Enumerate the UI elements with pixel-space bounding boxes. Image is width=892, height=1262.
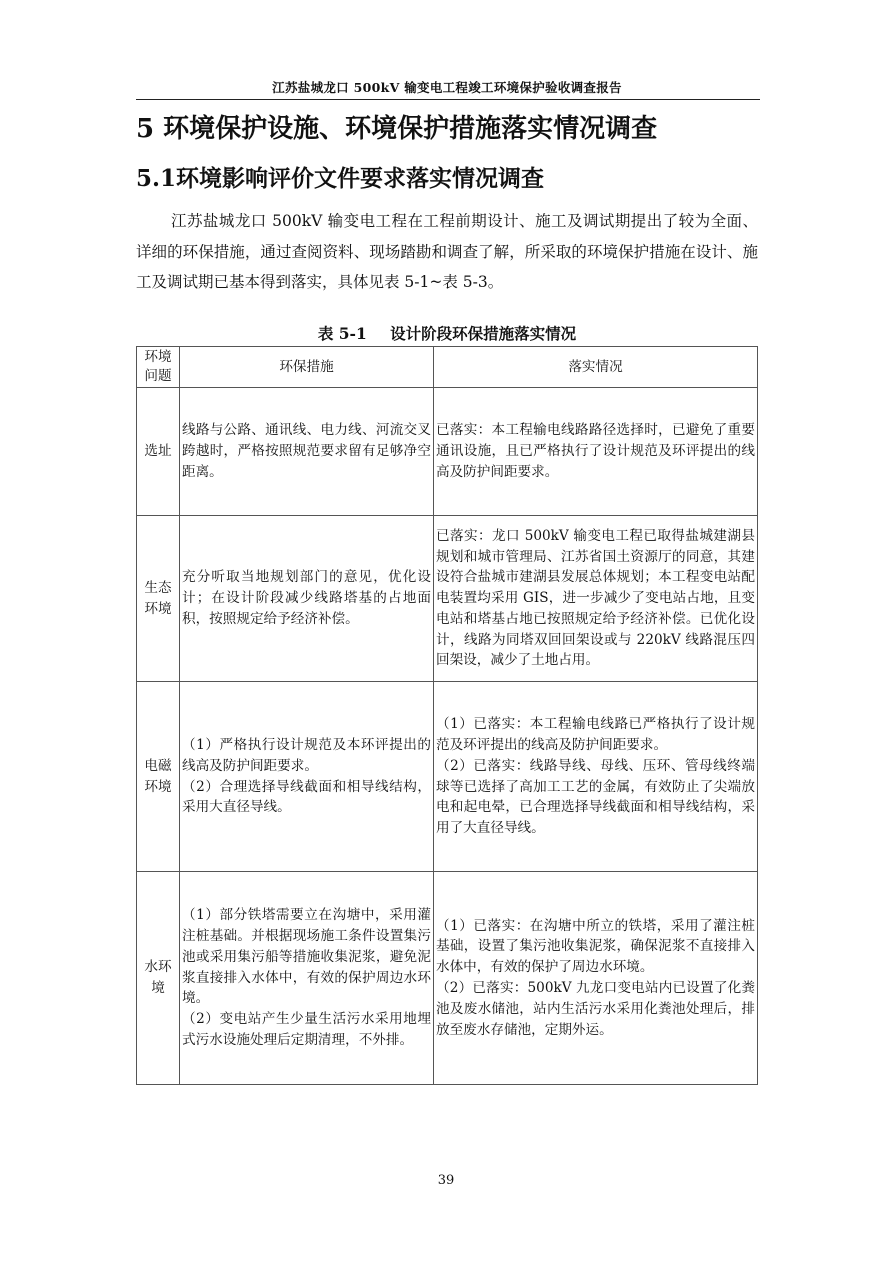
table-row bbox=[137, 516, 758, 682]
row-issue: 生态环境 bbox=[137, 516, 180, 682]
intro-paragraph: 江苏盐城龙口 500kV 输变电工程在工程前期设计、施工及调试期提出了较为全面、详细的环保措施，通过查阅资料、现场踏勘和调查了解，所采取的环境保护措施在设计、施工及调试期已基本得到落实，具体见表 5-1~表 5-3。 bbox=[136, 212, 758, 291]
header-issue: 环境问题 bbox=[137, 347, 180, 388]
row-measure: 充分听取当地规划部门的意见，优化设计；在设计阶段减少线路塔基的占地面积，按照规定给予经济补偿。 bbox=[180, 516, 434, 682]
table-caption-title: 设计阶段环保措施落实情况 bbox=[390, 324, 577, 343]
table-caption-number: 表 5-1 bbox=[317, 324, 367, 343]
row-status: 已落实：龙口 500kV 输变电工程已取得盐城建湖县规划和城市管理局、江苏省国土资源厅的同意，其建设符合盐城市建湖县发展总体规划；本工程变电站配电装置均采用 GIS，进一步减少了变电站占地，且变电站和塔基占地已按照规定给予经济补偿。已优化设计，线路为同塔双回回架设或与 220kV 线路混压四回架设，减少了土地占用。 bbox=[434, 516, 758, 682]
row-status: 已落实：本工程输电线路路径选择时，已避免了重要通讯设施，且已严格执行了设计规范及环评提出的线高及防护间距要求。 bbox=[434, 388, 758, 516]
table-caption bbox=[136, 322, 758, 344]
row-issue: 水环境 bbox=[137, 872, 180, 1085]
row-measure: （1）部分铁塔需要立在沟塘中，采用灌注桩基础。并根据现场施工条件设置集污池或采用集污船等措施收集泥浆，避免泥浆直接排入水体中，有效的保护周边水环境。 （2）变电站产生少量生活污水采用地埋式污水设施处理后定期清理，不外排。 bbox=[180, 872, 434, 1085]
header-measure: 环保措施 bbox=[180, 347, 434, 388]
measures-table bbox=[136, 346, 758, 1085]
table-row bbox=[137, 388, 758, 516]
row-issue: 电磁环境 bbox=[137, 682, 180, 872]
row-measure: 线路与公路、通讯线、电力线、河流交叉跨越时，严格按照规范要求留有足够净空距离。 bbox=[180, 388, 434, 516]
chapter-title: 5 环境保护设施、环境保护措施落实情况调查 bbox=[136, 114, 658, 144]
row-status: （1）已落实：本工程输电线路已严格执行了设计规范及环评提出的线高及防护间距要求。 （2）已落实：线路导线、母线、压环、管母线终端球等已选择了高加工工艺的金属，有效防止了尖端放电和起电晕，已合理选择导线截面和相导线结构，采用了大直径导线。 bbox=[434, 682, 758, 872]
row-issue: 选址 bbox=[137, 388, 180, 516]
page-number: 39 bbox=[437, 1173, 455, 1188]
table-row bbox=[137, 682, 758, 872]
running-header: 江苏盐城龙口 500kV 输变电工程竣工环境保护验收调查报告 bbox=[272, 80, 622, 95]
header-rule bbox=[136, 99, 760, 100]
table-header-row bbox=[137, 347, 758, 388]
row-status: （1）已落实：在沟塘中所立的铁塔，采用了灌注桩基础，设置了集污池收集泥浆，确保泥浆不直接排入水体中，有效的保护了周边水环境。 （2）已落实：500kV 九龙口变电站内已设置了化粪池及废水储池，站内生活污水采用化粪池处理后，排放至废水存储池，定期外运。 bbox=[434, 872, 758, 1085]
table-row bbox=[137, 872, 758, 1085]
header-status: 落实情况 bbox=[434, 347, 758, 388]
row-measure: （1）严格执行设计规范及本环评提出的线高及防护间距要求。 （2）合理选择导线截面和相导线结构，采用大直径导线。 bbox=[180, 682, 434, 872]
section-title: 5.1环境影响评价文件要求落实情况调查 bbox=[136, 165, 545, 192]
